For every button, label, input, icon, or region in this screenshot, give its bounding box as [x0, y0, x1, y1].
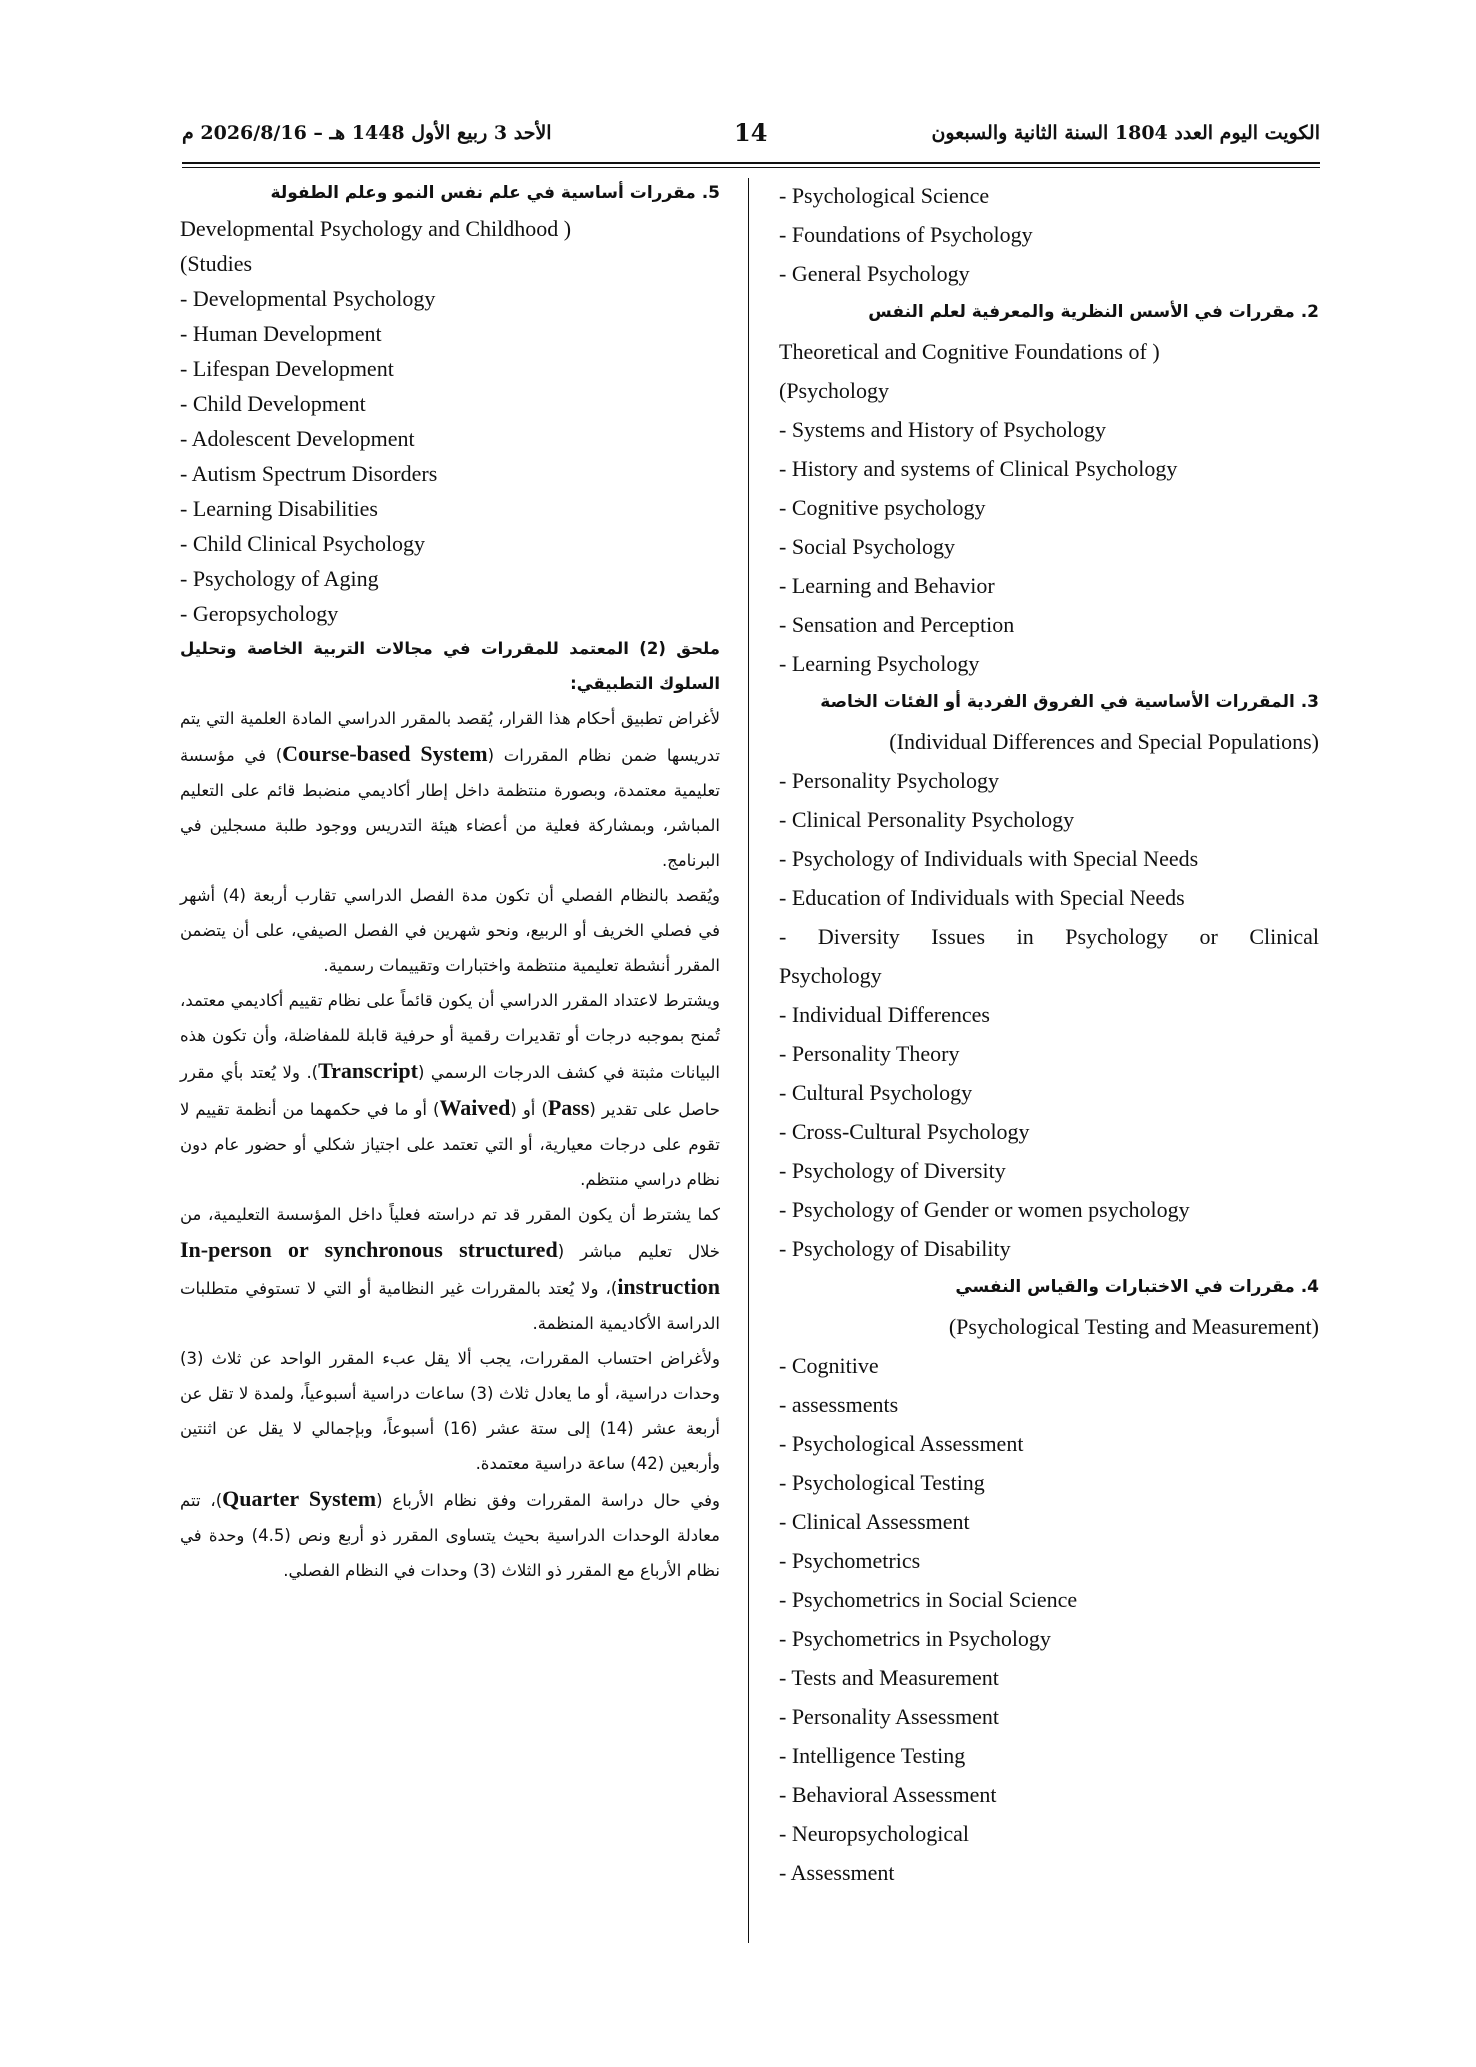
page-header: [182, 118, 1320, 158]
list-item: - Clinical Assessment: [779, 1509, 970, 1534]
header-rule-thick: [182, 162, 1320, 164]
list-item: - Psychology of Gender or women psychology: [779, 1197, 1190, 1222]
section-5-heading-en: Developmental Psychology and Childhood ): [180, 216, 572, 241]
list-item: - Psychology of Disability: [779, 1236, 1011, 1261]
list-item: - Developmental Psychology: [180, 286, 436, 311]
list-item-continued: Psychology: [779, 963, 882, 988]
list-item: - Systems and History of Psychology: [779, 417, 1106, 442]
section-2-heading-en: Theoretical and Cognitive Foundations of ): [779, 339, 1160, 364]
list-item: - Child Clinical Psychology: [180, 531, 426, 556]
section-4-heading-ar: 4. مقررات في الاختبارات والقياس النفسي: [955, 1277, 1319, 1297]
annex-paragraph-2: ويُقصد بالنظام الفصلي أن تكون مدة الفصل الدراسي تقارب أربعة (4) أشهر في فصلي الخريف أو الربيع، ونحو شهرين في الفصل الصيفي، على أن يتضمن المقرر أنشطة تعليمية منتظمة واختبارات وتقييمات رسمية.: [180, 886, 720, 975]
list-item: - Learning and Behavior: [779, 573, 995, 598]
annex-p1-text: ) في مؤسسة تعليمية معتمدة، وبصورة منتظمة داخل إطار أكاديمي منضبط قائم على التعليم المباشر، وبمشاركة فعلية من أعضاء هيئة التدريس ووجود طلبة مسجلين في البرنامج.: [180, 746, 720, 870]
annex-p3-text: ويشترط لاعتداد المقرر الدراسي أن يكون قائماً على نظام تقييم أكاديمي معتمد، تُمنح بموجبه درجات أو تقديرات رقمية أو حرفية قابلة للمفاضلة، وأن تكون هذه البيانات مثبتة في كشف الدرجات الرسمي (: [180, 991, 720, 1082]
section-3-heading-ar: 3. المقررات الأساسية في الفروق الفردية أو الفئات الخاصة: [820, 692, 1319, 712]
header-issue-info: الكويت اليوم العدد 1804 السنة الثانية والسبعون: [931, 122, 1320, 144]
list-item: - Psychometrics in Psychology: [779, 1626, 1051, 1651]
right-column: [779, 176, 1319, 1892]
list-item: - Lifespan Development: [180, 356, 394, 381]
section-2-heading-ar: 2. مقررات في الأسس النظرية والمعرفية لعلم النفس: [868, 302, 1319, 322]
annex-p3-term: Pass: [547, 1095, 590, 1120]
list-item: - Autism Spectrum Disorders: [180, 461, 438, 486]
section-5-heading-en: (Studies: [180, 251, 253, 276]
annex-p3-text: ) أو (: [510, 1100, 548, 1119]
annex-p6-text: )، تتم معادلة الوحدات الدراسية بحيث يتساوى المقرر ذو أربع ونص (4.5) وحدة في نظام الأرباع مع المقرر ذو الثلاث (3) وحدات في النظام الفصلي.: [180, 1491, 720, 1580]
list-item: - Psychological Testing: [779, 1470, 985, 1495]
list-item: - Assessment: [779, 1860, 895, 1885]
list-item: - Individual Differences: [779, 1002, 990, 1027]
list-item: - Neuropsychological: [779, 1821, 969, 1846]
list-item: - Psychometrics: [779, 1548, 921, 1573]
list-item: - Adolescent Development: [180, 426, 415, 451]
annex-paragraph-4: [180, 1197, 720, 1341]
section-4-heading-en: (Psychological Testing and Measurement): [948, 1314, 1319, 1339]
page-number: 14: [734, 118, 768, 147]
list-item: - Cognitive psychology: [779, 495, 986, 520]
list-item: - Geropsychology: [180, 601, 339, 626]
column-divider: [748, 178, 749, 1943]
annex-p3-text: ). ولا يُعتد بأي مقرر حاصل على تقدير (: [180, 1063, 720, 1119]
list-item: - General Psychology: [779, 261, 970, 286]
list-item: - Psychological Science: [779, 183, 990, 208]
list-item: - Human Development: [180, 321, 382, 346]
list-item: - Learning Disabilities: [180, 496, 378, 521]
list-item: - Learning Psychology: [779, 651, 980, 676]
annex-paragraph-1: [180, 701, 720, 878]
list-item: - Psychology of Aging: [180, 566, 379, 591]
annex-p6-term: Quarter System: [222, 1486, 377, 1511]
section-5-heading-ar: 5. مقررات أساسية في علم نفس النمو وعلم الطفولة: [270, 183, 720, 203]
list-item: - Tests and Measurement: [779, 1665, 999, 1690]
list-item: - Psychometrics in Social Science: [779, 1587, 1078, 1612]
annex-paragraph-5: ولأغراض احتساب المقررات، يجب ألا يقل عبء المقرر الواحد عن ثلاث (3) وحدات دراسية، أو ما يعادل ثلاث (3) ساعات دراسية أسبوعياً، ولمدة لا تقل عن أربعة عشر (14) إلى ستة عشر (16) أسبوعاً، وبإجمالي لا يقل عن اثنتين وأربعين (42) ساعة دراسية معتمدة.: [180, 1349, 721, 1473]
annex-paragraph-3: [180, 983, 720, 1197]
list-item: - Education of Individuals with Special Needs: [779, 885, 1185, 910]
annex-p3-term: Transcript: [318, 1058, 418, 1083]
list-item: - Cognitive: [779, 1353, 879, 1378]
list-item: - Intelligence Testing: [779, 1743, 966, 1768]
section-3-heading-en: (Individual Differences and Special Populations): [889, 729, 1319, 754]
annex-p3-text: ) أو ما في حكمهما من أنظمة تقييم لا تقوم على درجات معيارية، أو التي تعتمد على اجتياز شكلي أو حضور عام دون نظام دراسي منتظم.: [180, 1100, 720, 1189]
list-item: - Social Psychology: [779, 534, 955, 559]
annex-p4-text: كما يشترط أن يكون المقرر قد تم دراسته فعلياً داخل المؤسسة التعليمية، من خلال تعليم مباشر (: [180, 1205, 720, 1261]
annex-p1-text: لأغراض تطبيق أحكام هذا القرار، يُقصد بالمقرر الدراسي المادة العلمية التي يتم تدريسها ضمن نظام المقررات (: [180, 709, 720, 765]
annex-p3-term: Waived: [439, 1095, 511, 1120]
list-item: - assessments: [779, 1392, 899, 1417]
list-item: - Personality Assessment: [779, 1704, 999, 1729]
list-item: - Personality Psychology: [779, 768, 999, 793]
annex-p4-text: )، ولا يُعتد بالمقررات غير النظامية أو التي لا تستوفي متطلبات الدراسة الأكاديمية المنظمة.: [180, 1279, 720, 1333]
list-item: - Cross-Cultural Psychology: [779, 1119, 1030, 1144]
annex-p6-text: وفي حال دراسة المقررات وفق نظام الأرباع (: [376, 1491, 720, 1510]
list-item: - Clinical Personality Psychology: [779, 807, 1075, 832]
annex-title: ملحق (2) المعتمد للمقررات في مجالات التربية الخاصة وتحليل السلوك التطبيقي:: [180, 639, 720, 693]
list-item: - Psychology of Individuals with Special Needs: [779, 846, 1199, 871]
header-rule-thin: [182, 167, 1320, 168]
list-item: - Child Development: [180, 391, 366, 416]
list-item: - Behavioral Assessment: [779, 1782, 997, 1807]
annex-p1-term: Course-based System: [282, 741, 488, 766]
list-item: - Diversity Issues in Psychology or Clinical: [779, 924, 1319, 949]
list-item: - Cultural Psychology: [779, 1080, 973, 1105]
header-date: الأحد 3 ربيع الأول 1448 هـ – 2026/8/16 م: [182, 122, 552, 144]
left-column: [180, 176, 720, 1588]
section-2-heading-en: (Psychology: [779, 378, 889, 403]
list-item: - Psychology of Diversity: [779, 1158, 1006, 1183]
annex-p4-term: In-person or synchronous structured instruction: [180, 1237, 720, 1299]
annex-paragraph-6: [180, 1481, 720, 1588]
list-item: - History and systems of Clinical Psychology: [779, 456, 1178, 481]
list-item: - Personality Theory: [779, 1041, 960, 1066]
list-item: - Psychological Assessment: [779, 1431, 1024, 1456]
list-item: - Sensation and Perception: [779, 612, 1015, 637]
list-item: - Foundations of Psychology: [779, 222, 1033, 247]
